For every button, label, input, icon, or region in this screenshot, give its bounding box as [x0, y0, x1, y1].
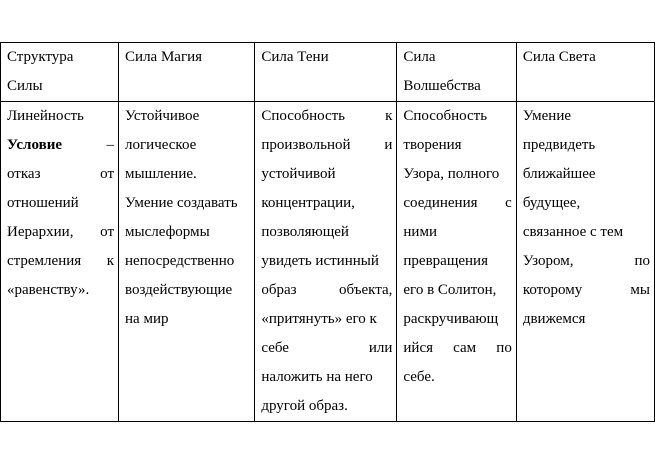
header-text: Сила Света [522, 49, 596, 65]
cell-word: отказ [7, 166, 41, 182]
header-cell-structure [1, 43, 119, 102]
cell-line [7, 131, 114, 160]
cell-word: – [106, 137, 115, 153]
cell-line [261, 334, 392, 363]
header-text: Сила Магия [125, 49, 203, 65]
header-text: Структура [7, 49, 74, 65]
header-cell-shadow [255, 43, 397, 102]
cell-line: его в Солитон, [403, 282, 497, 298]
cell-line: будущее, [522, 195, 581, 211]
cell-line: мыслеформы [125, 224, 210, 240]
cell-line [7, 247, 114, 276]
cell-word: образ [261, 282, 297, 298]
cell-structure [1, 102, 119, 422]
cell-light [516, 102, 654, 422]
cell-line: связанное с тем [522, 224, 624, 240]
cell-line [7, 218, 114, 247]
content-table [0, 42, 655, 422]
cell-line: непосредственно [125, 253, 235, 269]
cell-line [261, 276, 392, 305]
cell-line: Линейность [7, 108, 84, 124]
cell-line: устойчивой [261, 166, 336, 182]
cell-line [7, 160, 114, 189]
header-cell-light [516, 43, 654, 102]
header-text: Силы [7, 78, 43, 94]
cell-line: на мир [125, 311, 169, 327]
cell-line [523, 247, 650, 276]
condition-term: Условие [7, 137, 62, 153]
cell-line: раскручивающ [403, 311, 499, 327]
cell-line [261, 102, 392, 131]
cell-line: превращения [403, 253, 488, 269]
cell-line: Устойчивое [125, 108, 200, 124]
header-cell-magic [119, 43, 255, 102]
header-cell-sorcery [397, 43, 516, 102]
cell-sorcery [397, 102, 516, 422]
cell-word: по [634, 253, 650, 269]
cell-word: с [505, 195, 512, 211]
cell-line: Умение создавать [125, 195, 238, 211]
cell-line: концентрации, [261, 195, 355, 211]
cell-line [403, 189, 511, 218]
cell-line: наложить на него [261, 369, 373, 385]
cell-line: мышление. [125, 166, 197, 182]
cell-word: к [385, 108, 393, 124]
cell-word: произвольной [261, 137, 351, 153]
cell-line: другой образ. [261, 398, 348, 414]
cell-line: ближайшее [522, 166, 596, 182]
cell-word: или [368, 340, 393, 356]
cell-line [261, 131, 392, 160]
cell-word: себе [261, 340, 289, 356]
cell-word: ийся [403, 340, 434, 356]
cell-word: к [106, 253, 115, 269]
cell-line: движемся [522, 311, 586, 327]
cell-shadow [255, 102, 397, 422]
cell-line: воздействующие [125, 282, 233, 298]
cell-word: которому [522, 282, 583, 298]
cell-line: Умение [522, 108, 572, 124]
cell-word: мы [630, 282, 650, 298]
cell-magic [119, 102, 255, 422]
cell-line: ними [403, 224, 437, 240]
cell-line: предвидеть [522, 137, 596, 153]
cell-word: Узором, [522, 253, 574, 269]
cell-word: Способность [261, 108, 346, 124]
cell-line: увидеть истинный [261, 253, 379, 269]
cell-line: творения [403, 137, 462, 153]
cell-word: по [496, 340, 512, 356]
cell-line [403, 334, 511, 363]
cell-word: Иерархии, [7, 224, 74, 240]
cell-line: себе. [403, 369, 435, 385]
cell-word: соединения [403, 195, 478, 211]
cell-line: «равенству». [7, 282, 90, 298]
cell-word: и [384, 137, 393, 153]
cell-word: стремления [7, 253, 82, 269]
cell-line: отношений [7, 195, 79, 211]
cell-line: Способность [403, 108, 488, 124]
header-text: Сила [403, 49, 436, 65]
cell-line: «притянуть» его к [261, 311, 377, 327]
cell-word: сам [453, 340, 477, 356]
cell-line: Узора, полного [403, 166, 500, 182]
cell-word: от [100, 166, 115, 182]
header-text: Сила Тени [261, 49, 329, 65]
cell-line [523, 276, 650, 305]
table-header-row [1, 43, 655, 102]
cell-word: от [100, 224, 115, 240]
table-row [1, 102, 655, 422]
cell-line: логическое [125, 137, 197, 153]
header-text: Волшебства [403, 78, 481, 94]
cell-line: позволяющей [261, 224, 349, 240]
cell-word: объекта, [338, 282, 393, 298]
